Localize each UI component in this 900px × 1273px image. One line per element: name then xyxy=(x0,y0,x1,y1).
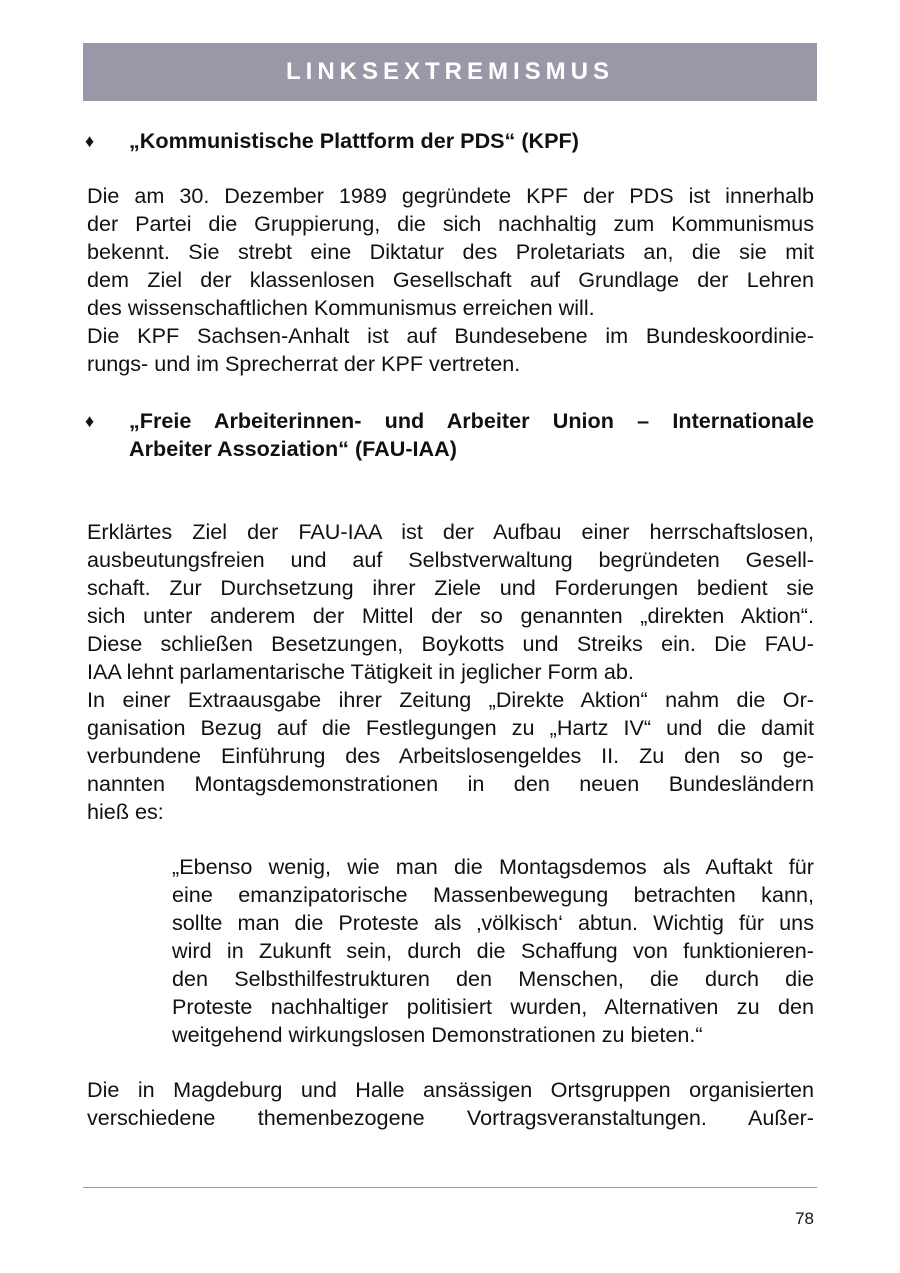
text-line: weitgehend wirkungslosen Demonstrationen zu bieten.“ xyxy=(172,1022,703,1047)
text-line: Diese schließen Besetzungen, Boykotts und Streiks ein. Die FAU- xyxy=(87,631,814,656)
text-line: IAA lehnt parlamentarische Tätigkeit in jeglicher Form ab. xyxy=(87,659,634,684)
paragraph xyxy=(87,518,814,686)
text-line: verbundene Einführung des Arbeitslosengeldes II. Zu den so ge- xyxy=(87,743,814,768)
text-line: dem Ziel der klassenlosen Gesellschaft auf Grundlage der Lehren xyxy=(87,267,814,292)
text-line: Proteste nachhaltiger politisiert wurden, Alternativen zu den xyxy=(172,994,814,1019)
text-line: eine emanzipatorische Massenbewegung betrachten kann, xyxy=(172,882,814,907)
text-line: des wissenschaftlichen Kommunismus erreichen will. xyxy=(87,295,595,320)
text-line: nannten Montagsdemonstrationen in den neuen Bundesländern xyxy=(87,771,814,796)
text-line: ganisation Bezug auf die Festlegungen zu „Hartz IV“ und die damit xyxy=(87,715,814,740)
paragraph xyxy=(87,1076,814,1132)
footer-divider xyxy=(83,1187,817,1188)
text-line: Arbeiter Assoziation“ (FAU-IAA) xyxy=(129,436,457,461)
text-line: verschiedene themenbezogene Vortragsveranstaltungen. Außer- xyxy=(87,1105,814,1130)
text-line: „Ebenso wenig, wie man die Montagsdemos als Auftakt für xyxy=(172,854,814,879)
paragraph xyxy=(87,182,814,322)
text-line: bekennt. Sie strebt eine Diktatur des Proletariats an, die sie mit xyxy=(87,239,814,264)
text-line: sollte man die Proteste als ‚völkisch‘ abtun. Wichtig für uns xyxy=(172,910,814,935)
text-line: „Kommunistische Plattform der PDS“ (KPF) xyxy=(129,128,579,153)
text-line: Die am 30. Dezember 1989 gegründete KPF der PDS ist innerhalb xyxy=(87,183,814,208)
section-heading xyxy=(87,407,814,463)
text-line: Die in Magdeburg und Halle ansässigen Ortsgruppen organisierten xyxy=(87,1077,814,1102)
text-line: ausbeutungsfreien und auf Selbstverwaltung begründeten Gesell- xyxy=(87,547,814,572)
section-title: LINKSEXTREMISMUS xyxy=(285,58,614,85)
text-line: wird in Zukunft sein, durch die Schaffung von funktionieren- xyxy=(172,938,814,963)
diamond-bullet-icon: ♦ xyxy=(85,131,95,151)
text-line: Erklärtes Ziel der FAU-IAA ist der Aufbau einer herrschaftslosen, xyxy=(87,519,814,544)
text-line: rungs- und im Sprecherrat der KPF vertreten. xyxy=(87,351,521,376)
section-heading xyxy=(87,127,814,155)
text-line: schaft. Zur Durchsetzung ihrer Ziele und Forderungen bedient sie xyxy=(87,575,814,600)
block-quote xyxy=(172,853,814,1049)
page-number: 78 xyxy=(795,1209,814,1228)
text-line: sich unter anderem der Mittel der so genannten „direkten Aktion“. xyxy=(87,603,814,628)
text-line: hieß es: xyxy=(87,799,164,824)
text-line: Die KPF Sachsen-Anhalt ist auf Bundesebene im Bundeskoordinie- xyxy=(87,323,814,348)
text-line: den Selbsthilfestrukturen den Menschen, die durch die xyxy=(172,966,814,991)
paragraph xyxy=(87,686,814,826)
paragraph xyxy=(87,322,814,378)
text-line: der Partei die Gruppierung, die sich nachhaltig zum Kommunismus xyxy=(87,211,814,236)
text-line: In einer Extraausgabe ihrer Zeitung „Direkte Aktion“ nahm die Or- xyxy=(87,687,814,712)
diamond-bullet-icon: ♦ xyxy=(85,411,95,431)
text-line: „Freie Arbeiterinnen- und Arbeiter Union – Internationale xyxy=(129,408,814,433)
section-header-banner xyxy=(83,43,817,101)
